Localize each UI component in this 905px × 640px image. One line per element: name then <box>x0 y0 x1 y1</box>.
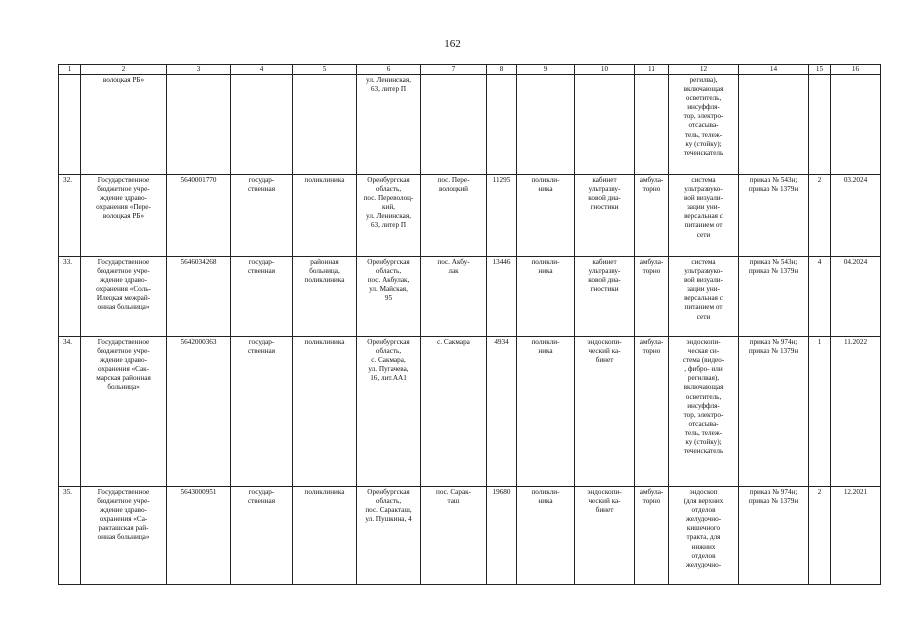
quantity <box>809 75 831 175</box>
equipment: система ультразвуко- вой визуали- зации уни- версальная с питанием от сети <box>669 257 739 337</box>
facility-type: поликлиника <box>293 175 357 257</box>
unit: поликли- ника <box>517 487 575 585</box>
row-number <box>59 75 81 175</box>
column-number: 2 <box>81 65 167 75</box>
orders: приказ № 974н; приказ № 1379н <box>739 487 809 585</box>
inn: 5646034268 <box>167 257 231 337</box>
equipment-table <box>58 64 881 585</box>
column-number: 12 <box>669 65 739 75</box>
institution-name: Государственное бюджетное учре- ждение здраво- охранения «Соль- Илецкая межрай- онная больница» <box>81 257 167 337</box>
table-row <box>59 75 881 175</box>
column-number: 6 <box>357 65 421 75</box>
column-number: 5 <box>293 65 357 75</box>
inn <box>167 75 231 175</box>
table-row <box>59 487 881 585</box>
address: Оренбургская область, пос. Переволоц- кий, ул. Ленинская, 63, литер П <box>357 175 421 257</box>
population: 4934 <box>487 337 517 487</box>
column-number: 10 <box>575 65 635 75</box>
address: Оренбургская область, пос. Саракташ, ул. Пушкина, 4 <box>357 487 421 585</box>
institution-name: волоцкая РБ» <box>81 75 167 175</box>
date: 03.2024 <box>831 175 881 257</box>
column-number: 11 <box>635 65 669 75</box>
population: 19680 <box>487 487 517 585</box>
care-mode: амбула- торно <box>635 487 669 585</box>
unit <box>517 75 575 175</box>
column-number-row <box>59 65 881 75</box>
date: 11.2022 <box>831 337 881 487</box>
settlement: с. Сакмара <box>421 337 487 487</box>
ownership-form: государ- ственная <box>231 337 293 487</box>
address: Оренбургская область, с. Сакмара, ул. Пугачева, 16, лит.АА1 <box>357 337 421 487</box>
address: ул. Ленинская, 63, литер П <box>357 75 421 175</box>
population <box>487 75 517 175</box>
ownership-form: государ- ственная <box>231 175 293 257</box>
facility-type: поликлиника <box>293 487 357 585</box>
quantity: 2 <box>809 487 831 585</box>
ownership-form <box>231 75 293 175</box>
ownership-form: государ- ственная <box>231 257 293 337</box>
column-number: 7 <box>421 65 487 75</box>
settlement: пос. Акбу- лак <box>421 257 487 337</box>
care-mode: амбула- торно <box>635 337 669 487</box>
facility-type: районная больница, поликлиника <box>293 257 357 337</box>
quantity: 2 <box>809 175 831 257</box>
institution-name: Государственное бюджетное учре- ждение здраво- охранения «Са- ракташская рай- онная больница» <box>81 487 167 585</box>
inn: 5643000951 <box>167 487 231 585</box>
institution-name: Государственное бюджетное учре- ждение здраво- охранения «Пере- волоцкая РБ» <box>81 175 167 257</box>
settlement <box>421 75 487 175</box>
care-mode: амбула- торно <box>635 175 669 257</box>
cabinet <box>575 75 635 175</box>
column-number: 8 <box>487 65 517 75</box>
table-row <box>59 257 881 337</box>
orders: приказ № 974н; приказ № 1379н <box>739 337 809 487</box>
column-number: 15 <box>809 65 831 75</box>
population: 13446 <box>487 257 517 337</box>
cabinet: кабинет ультразву- ковой диа- гностики <box>575 257 635 337</box>
table-row <box>59 175 881 257</box>
table-row <box>59 337 881 487</box>
row-number: 35. <box>59 487 81 585</box>
equipment: эндоскоп (для верхних отделов желудочно- кишечного тракта, для нижних отделов желудочно- <box>669 487 739 585</box>
column-number: 9 <box>517 65 575 75</box>
quantity: 4 <box>809 257 831 337</box>
equipment: эндоскопи- ческая си- стема (видео- , фибро- или регилвая), включающая осветитель, инсуффля- тор, электро- отсасыва- тель, тележ- ку (стойку); теченскатель <box>669 337 739 487</box>
quantity: 1 <box>809 337 831 487</box>
unit: поликли- ника <box>517 257 575 337</box>
row-number: 32. <box>59 175 81 257</box>
inn: 5640001770 <box>167 175 231 257</box>
care-mode: амбула- торно <box>635 257 669 337</box>
column-number: 16 <box>831 65 881 75</box>
equipment: система ультразвуко- вой визуали- зации уни- версальная с питанием от сети <box>669 175 739 257</box>
row-number: 33. <box>59 257 81 337</box>
column-number: 4 <box>231 65 293 75</box>
ownership-form: государ- ственная <box>231 487 293 585</box>
institution-name: Государственное бюджетное учре- ждение здраво- охранения «Сак- марская районная больница» <box>81 337 167 487</box>
column-number: 3 <box>167 65 231 75</box>
facility-type: поликлиника <box>293 337 357 487</box>
date: 04.2024 <box>831 257 881 337</box>
cabinet: эндоскопи- ческий ка- бинет <box>575 337 635 487</box>
cabinet: эндоскопи- ческий ка- бинет <box>575 487 635 585</box>
column-number: 14 <box>739 65 809 75</box>
unit: поликли- ника <box>517 337 575 487</box>
orders <box>739 75 809 175</box>
settlement: пос. Сарак- таш <box>421 487 487 585</box>
inn: 5642000363 <box>167 337 231 487</box>
address: Оренбургская область, пос. Акбулак, ул. Майская, 95 <box>357 257 421 337</box>
care-mode <box>635 75 669 175</box>
facility-type <box>293 75 357 175</box>
orders: приказ № 543н; приказ № 1379н <box>739 175 809 257</box>
unit: поликли- ника <box>517 175 575 257</box>
date: 12.2021 <box>831 487 881 585</box>
date <box>831 75 881 175</box>
column-number: 1 <box>59 65 81 75</box>
row-number: 34. <box>59 337 81 487</box>
equipment: регилва), включающая осветитель, инсуффля- тор, электро- отсасыва- тель, тележ- ку (стойку); теченскатель <box>669 75 739 175</box>
population: 11295 <box>487 175 517 257</box>
settlement: пос. Пере- волоцкий <box>421 175 487 257</box>
orders: приказ № 543н; приказ № 1379н <box>739 257 809 337</box>
cabinet: кабинет ультразву- ковой диа- гностики <box>575 175 635 257</box>
page-number: 162 <box>444 38 461 50</box>
